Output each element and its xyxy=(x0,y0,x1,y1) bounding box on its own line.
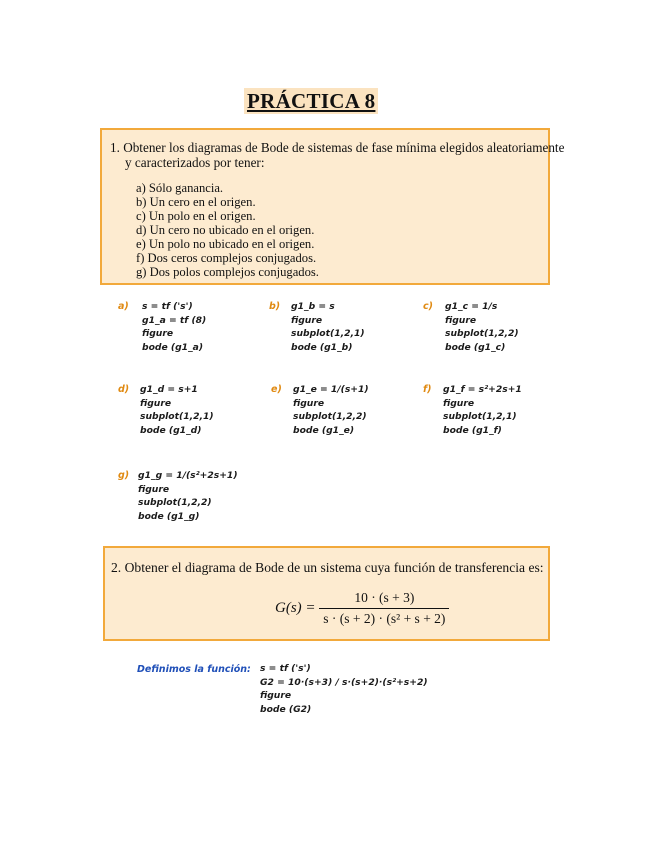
answer-d-code xyxy=(140,383,214,437)
code-line: g1_b = s xyxy=(291,301,335,312)
code-line: bode (g1_e) xyxy=(293,424,355,436)
code-line: subplot(1,2,1) xyxy=(291,328,365,339)
code-line: s = tf ('s') xyxy=(142,301,193,312)
code-line: bode (G2) xyxy=(260,703,312,715)
answer-b-code xyxy=(291,300,365,354)
page-title: PRÁCTICA 8 xyxy=(244,88,378,114)
answer-c-label: c) xyxy=(423,301,433,312)
code-line: g1_e = 1/(s+1) xyxy=(293,384,369,395)
option-e: e) Un polo no ubicado en el origen. xyxy=(136,237,315,251)
answer-e-code xyxy=(293,383,369,437)
answer-g-code xyxy=(138,469,238,523)
code-line: subplot(1,2,2) xyxy=(138,497,212,508)
code-line: g1_c = 1/s xyxy=(445,301,498,312)
answer-g-label: g) xyxy=(118,470,130,481)
code-line: subplot(1,2,2) xyxy=(445,328,519,339)
option-c: c) Un polo en el origen. xyxy=(136,209,256,223)
definition-code xyxy=(260,662,428,716)
code-line: g1_g = 1/(s²+2s+1) xyxy=(138,470,238,481)
answer-d-label: d) xyxy=(118,384,130,395)
question-1-text: 1. Obtener los diagramas de Bode de sistemas de fase mínima elegidos aleatoriamente xyxy=(110,140,565,155)
transfer-function-fraction xyxy=(319,590,449,627)
question-1-box xyxy=(100,128,565,285)
option-d: d) Un cero no ubicado en el origen. xyxy=(136,223,315,237)
question-2-box xyxy=(103,546,550,641)
code-line: figure xyxy=(140,397,172,409)
option-g: g) Dos polos complejos conjugados. xyxy=(136,265,319,279)
code-line: subplot(1,2,2) xyxy=(293,411,367,422)
transfer-function-lhs: G(s) = xyxy=(275,600,316,616)
answer-f-label: f) xyxy=(423,384,432,395)
answer-b-label: b) xyxy=(269,301,281,312)
numerator: 10 · (s + 3) xyxy=(319,590,449,609)
code-line: s = tf ('s') xyxy=(260,663,311,674)
code-line: bode (g1_c) xyxy=(445,341,506,353)
code-line: g1_a = tf (8) xyxy=(142,314,207,326)
code-line: figure xyxy=(291,314,323,326)
code-line: bode (g1_g) xyxy=(138,510,200,522)
answer-a-label: a) xyxy=(118,301,129,312)
code-line: subplot(1,2,1) xyxy=(140,411,214,422)
transfer-function xyxy=(275,590,449,627)
answer-c-code xyxy=(445,300,519,354)
code-line: figure xyxy=(142,328,174,339)
code-line: figure xyxy=(260,690,292,701)
code-line: bode (g1_a) xyxy=(142,341,204,353)
code-line: bode (g1_b) xyxy=(291,341,353,353)
answer-a-code xyxy=(142,300,206,354)
code-line: figure xyxy=(445,314,477,326)
code-line: g1_f = s²+2s+1 xyxy=(443,384,522,395)
code-line: figure xyxy=(443,397,475,409)
option-a: a) Sólo ganancia. xyxy=(136,181,224,195)
code-line: g1_d = s+1 xyxy=(140,384,198,395)
option-f: f) Dos ceros complejos conjugados. xyxy=(136,251,317,265)
answer-f-code xyxy=(443,383,522,437)
question-2-text: 2. Obtener el diagrama de Bode de un sistema cuya función de transferencia es: xyxy=(111,560,544,575)
question-1-text-cont: y caracterizados por tener: xyxy=(125,155,265,170)
definition-label: Definimos la función: xyxy=(137,664,251,675)
code-line: subplot(1,2,1) xyxy=(443,411,517,422)
code-line: figure xyxy=(293,397,325,409)
option-b: b) Un cero en el origen. xyxy=(136,195,256,209)
code-line: bode (g1_f) xyxy=(443,424,502,436)
denominator: s · (s + 2) · (s² + s + 2) xyxy=(323,611,446,626)
answer-e-label: e) xyxy=(271,384,282,395)
code-line: bode (g1_d) xyxy=(140,424,202,436)
code-line: figure xyxy=(138,483,170,495)
code-line: G2 = 10·(s+3) / s·(s+2)·(s²+s+2) xyxy=(260,676,428,688)
